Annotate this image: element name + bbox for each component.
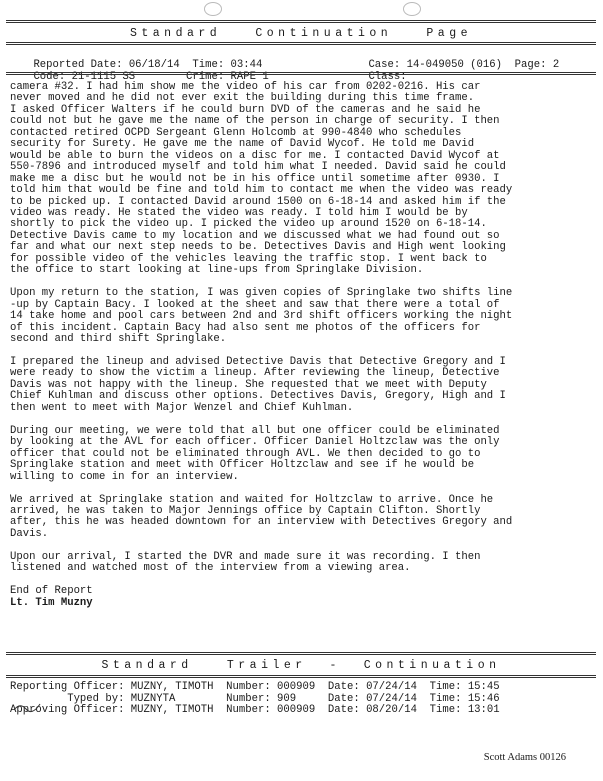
- trailer-date-label: Date:: [327, 704, 360, 716]
- trailer-top-rule: [6, 652, 596, 655]
- trailer-title: Standard Trailer - Continuation: [101, 659, 501, 672]
- trailer-number-label: Number:: [226, 681, 271, 693]
- trailer-label: Reporting Officer:: [10, 681, 125, 693]
- code-label: Code:: [33, 70, 66, 83]
- trailer-number: 000909: [277, 681, 316, 693]
- trailer-time-label: Time:: [429, 692, 462, 705]
- bates-stamp: Scott Adams 00126: [483, 752, 566, 763]
- time-value: 03:44: [230, 58, 263, 71]
- punch-hole-left: [204, 2, 222, 16]
- trailer-date-label: Date:: [327, 681, 360, 693]
- crime-value: RAPE 1: [230, 70, 269, 83]
- page-label: Page:: [514, 58, 547, 71]
- trailer-time: 15:45: [467, 681, 500, 693]
- reported-label: Reported Date:: [33, 58, 123, 71]
- trailer-time: 13:01: [467, 704, 500, 716]
- header-bottom-rule: [6, 72, 596, 75]
- trailer-date: 08/20/14: [366, 704, 417, 716]
- trailer-bottom-rule: [6, 675, 596, 678]
- trailer-date: 07/24/14: [366, 681, 417, 693]
- page-title: Standard Continuation Page: [129, 27, 473, 40]
- case-label: Case:: [368, 58, 401, 71]
- trailer-label: Typed by:: [67, 692, 125, 705]
- trailer-row-approving: [10, 705, 500, 717]
- trailer-number: 909: [277, 692, 297, 705]
- narrative-paragraph-4: During our meeting, we were told that all but one officer could be eliminated by looking at the AVL for each officer. Officer Daniel Holtzclaw was the only officer that could not be eliminated through AVL. We then decided to go to Springlake station and meet with Officer Holtzclaw and see if he would be willing to come in for an interview.: [10, 424, 500, 483]
- header-top-rule: [6, 20, 596, 23]
- punch-hole-right: [403, 2, 421, 16]
- trailer-date-label: Date:: [327, 692, 360, 705]
- page-number: 2: [552, 58, 560, 71]
- narrative-body: [10, 82, 595, 609]
- time-label: Time:: [192, 58, 225, 71]
- class-label: Class:: [368, 70, 407, 83]
- pen-mark-icon: [12, 700, 42, 714]
- reported-date: 06/18/14: [128, 58, 180, 71]
- trailer-officer-name: MUZNY, TIMOTH: [130, 681, 214, 693]
- trailer-number: 000909: [277, 704, 316, 716]
- trailer-time-label: Time:: [429, 704, 462, 716]
- trailer-time: 15:46: [467, 692, 500, 705]
- trailer-officer-name: MUZNY, TIMOTH: [130, 704, 214, 716]
- trailer-number-label: Number:: [226, 692, 271, 705]
- code-value: 21-1115 SS: [71, 70, 136, 83]
- trailer-date: 07/24/14: [366, 692, 417, 705]
- trailer-officer-name: MUZNYTA: [130, 692, 176, 705]
- header-mid-rule: [6, 42, 596, 45]
- trailer-time-label: Time:: [429, 681, 462, 693]
- signature-name: Lt. Tim Muzny: [10, 596, 93, 609]
- case-number: 14-049050 (016): [406, 58, 502, 71]
- end-of-report: End of Report: [10, 585, 93, 598]
- narrative-paragraph-3: I prepared the lineup and advised Detective Davis that Detective Gregory and I were ready to show the victim a lineup. After reviewing the lineup, Detective Davis was not happy with the lineup. She requested that we meet with Deputy Chief Kuhlman and discuss other options. Detectives Davis, Gregory, High and I then went to meet with Major Wenzel and Chief Kuhlman.: [10, 355, 506, 414]
- crime-label: Crime:: [186, 70, 225, 83]
- narrative-paragraph-1: camera #32. I had him show me the video of his car from 0202-0216. His car never moved and he did not ever exit the building during this time frame. I asked Officer Walters if he could burn DVD of the cameras and he said he could not but he gave me the name of the person in charge of security. I then contacted retired OCPD Sergeant Glenn Holcomb at 990-4840 who schedules security for Surety. He gave me the name of David Wycof. He told me David would be able to burn the videos on a disc for me. I contacted David Wycof at 550-7896 and introduced myself and told him what I needed. David said he could make me a disc but he would not be in his office until sometime after 0930. I told him that would be fine and told him to contact me when the video was ready to be picked up. I contacted David around 1500 on 6-18-14 and asked him if the video was ready. He stated the video was ready. I told him I would be by shortly to pick the video up. I picked the video up around 1520 on 6-18-14. Detective Davis came to my location and we discussed what we had found out so far and what our next step needs to be. Detectives Davis and High went looking for possible video of the vehicles leaving the traffic stop. I went back to the office to start looking at line-ups from Springlake Division.: [10, 81, 513, 277]
- trailer-label: Approving Officer:: [10, 704, 125, 716]
- narrative-paragraph-2: Upon my return to the station, I was given copies of Springlake two shifts line -up by Captain Bacy. I looked at the sheet and saw that there were a total of 14 take home and pool cars between 2nd and 3rd shift officers working the night of this incident. Captain Bacy had also sent me photos of the officers for second and third shift Springlake.: [10, 287, 513, 346]
- narrative-paragraph-6: Upon our arrival, I started the DVR and made sure it was recording. I then listened and watched most of the interview from a viewing area.: [10, 550, 481, 575]
- trailer-number-label: Number:: [226, 704, 271, 716]
- narrative-paragraph-5: We arrived at Springlake station and waited for Holtzclaw to arrive. Once he arrived, he was taken to Major Jennings office by Captain Clifton. Shortly after, this he was headed downtown for an interview with Detectives Gregory and Davis.: [10, 493, 513, 540]
